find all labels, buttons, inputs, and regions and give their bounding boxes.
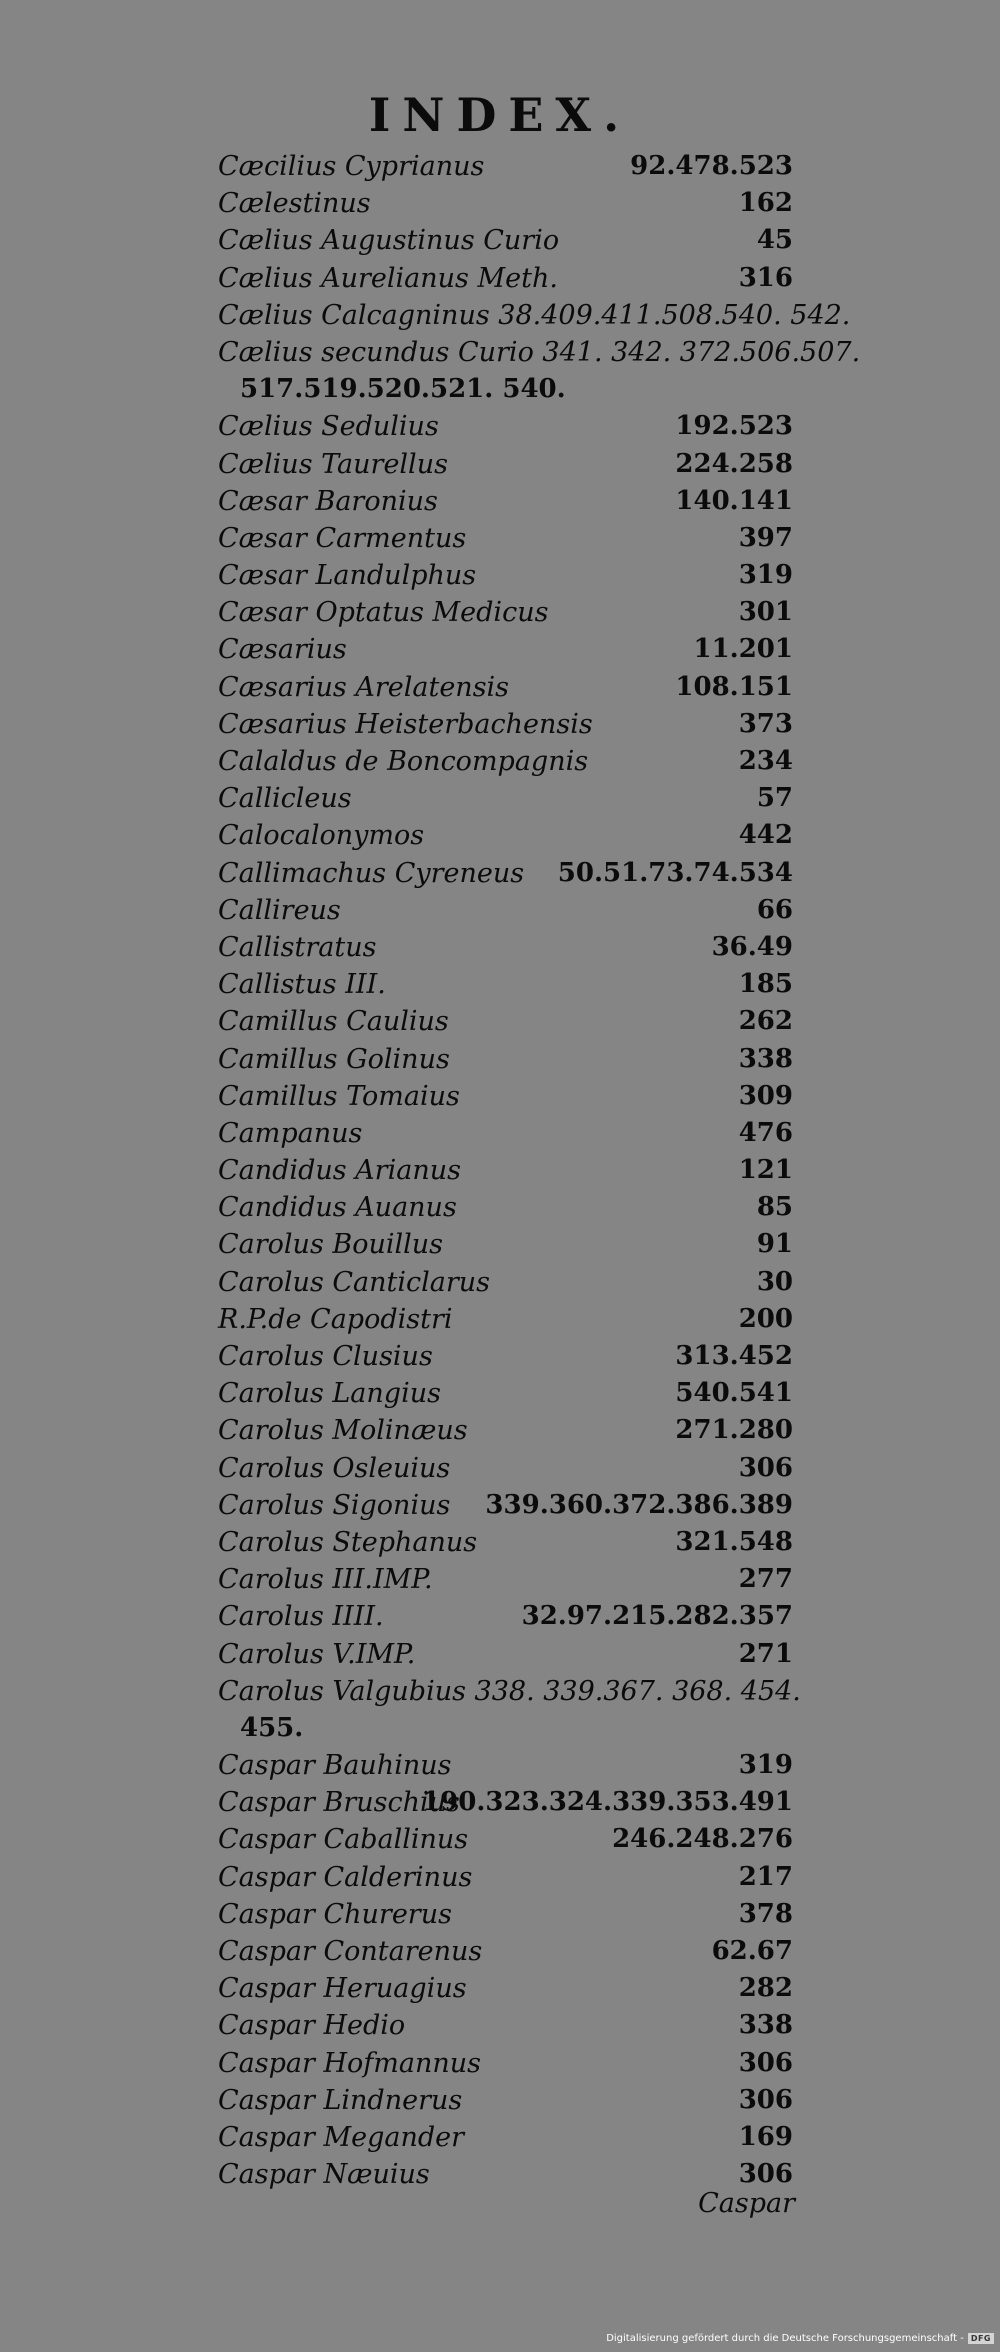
index-entry [218, 557, 793, 594]
entry-name: Carolus Osleuius [218, 1452, 451, 1484]
entry-name: Carolus III.IMP. [218, 1564, 433, 1596]
index-entry [218, 892, 793, 929]
index-entry [218, 520, 793, 557]
entry-name: Cæsarius Arelatensis [218, 671, 510, 703]
page-title: INDEX. [368, 88, 632, 142]
entry-name: Camillus Golinus [218, 1043, 450, 1075]
entry-pages: 373 [738, 708, 793, 739]
entry-name: Callistratus [218, 931, 377, 963]
entry-name: Caspar Heruagius [218, 1973, 467, 2005]
entry-name: Caspar Næuius [218, 2159, 430, 2191]
entry-pages: 190.323.324.339.353.491 [422, 1787, 793, 1818]
entry-pages: 313.452 [675, 1341, 793, 1371]
entry-pages: 217 [738, 1861, 793, 1892]
entry-pages: 108.151 [675, 671, 793, 702]
entry-name: Cælius Taurellus [218, 448, 448, 480]
index-entries [218, 148, 861, 2193]
entry-pages: 234 [738, 746, 793, 776]
entry-pages: 397 [738, 522, 793, 553]
entry-pages: 224.258 [675, 448, 793, 479]
entry-pages: 66 [756, 894, 793, 925]
entry-name: Cæsar Optatus Medicus [218, 597, 549, 629]
entry-pages: 246.248.276 [612, 1824, 793, 1855]
index-entry [218, 780, 793, 817]
index-entry [218, 334, 861, 371]
index-entry [218, 2007, 793, 2044]
entry-name: Cæsar Carmentus [218, 522, 467, 554]
entry-name: Callireus [218, 894, 341, 926]
entry-name: Caspar Churerus [218, 1898, 452, 1930]
entry-name: 517.519.520.521. 540. [240, 374, 566, 405]
entry-name: Callistus III. [218, 969, 386, 1001]
entry-pages: 319 [738, 1750, 793, 1781]
index-entry [218, 1487, 793, 1524]
entry-pages: 140.141 [675, 485, 793, 516]
index-entry [218, 1821, 793, 1858]
entry-name: Carolus Bouillus [218, 1229, 444, 1261]
entry-pages: 262 [738, 1006, 793, 1037]
entry-pages: 169 [738, 2121, 793, 2152]
index-entry [218, 1747, 793, 1784]
entry-name: Carolus Sigonius [218, 1489, 451, 1521]
entry-name: Calocalonymos [218, 820, 425, 852]
entry-name: Cæsarius [218, 634, 347, 666]
entry-pages: 192.523 [675, 411, 793, 442]
index-entry [218, 669, 793, 706]
entry-pages: 91 [756, 1229, 793, 1260]
index-entry [218, 1561, 793, 1598]
entry-name: Calaldus de Boncompagnis [218, 746, 589, 777]
index-entry [218, 1226, 793, 1263]
entry-name: Carolus V.IMP. [218, 1638, 416, 1670]
entry-name: Candidus Auanus [218, 1192, 457, 1224]
entry-name: Callimachus Cyreneus [218, 857, 525, 889]
entry-name: 455. [240, 1712, 304, 1743]
entry-pages: 282 [738, 1973, 793, 2004]
credit-text: Digitalisierung gefördert durch die Deutsche Forschungsgemeinschaft - [606, 2333, 964, 2344]
entry-pages: 339.360.372.386.389 [485, 1489, 793, 1520]
index-entry [218, 855, 793, 892]
entry-pages: 30 [756, 1266, 793, 1297]
index-entry [218, 408, 793, 445]
index-entry [218, 1524, 793, 1561]
index-entry [218, 594, 793, 631]
entry-pages: 50.51.73.74.534 [557, 857, 793, 888]
entry-name: Caspar Caballinus [218, 1824, 469, 1856]
entry-pages: 306 [738, 2047, 793, 2078]
index-entry [218, 1264, 793, 1301]
entry-name: R.P.de Capodistri [218, 1303, 453, 1335]
entry-pages: 442 [738, 820, 793, 851]
index-entry [218, 1041, 793, 1078]
index-entry [218, 706, 793, 743]
index-entry [218, 1189, 793, 1226]
entry-pages: 11.201 [693, 634, 793, 665]
entry-pages: 306 [738, 2159, 793, 2190]
entry-name: Cæsarius Heisterbachensis [218, 708, 593, 740]
entry-pages: 338 [738, 2010, 793, 2041]
entry-name: Carolus Stephanus [218, 1526, 478, 1558]
entry-pages: 85 [756, 1192, 793, 1223]
entry-pages: 185 [738, 969, 793, 1000]
entry-name: Caspar Hofmannus [218, 2047, 481, 2079]
entry-name: Carolus Clusius [218, 1341, 433, 1372]
index-entry [218, 817, 793, 854]
index-entry [218, 483, 793, 520]
entry-pages: 62.67 [711, 1936, 793, 1966]
entry-name: Cælius secundus Curio 341. 342. 372.506.507. [218, 336, 861, 368]
entry-pages: 121 [738, 1155, 793, 1186]
entry-name: Caspar Hedio [218, 2010, 406, 2042]
entry-pages: 57 [756, 783, 793, 814]
index-entry [218, 2119, 793, 2156]
entry-name: Cælestinus [218, 188, 371, 220]
index-entry [218, 1338, 793, 1375]
entry-name: Carolus IIII. [218, 1601, 384, 1633]
entry-name: Camillus Caulius [218, 1006, 449, 1038]
digitization-credit [606, 2333, 994, 2344]
index-entry [218, 148, 793, 185]
index-entry [218, 297, 851, 334]
entry-pages: 540.541 [675, 1378, 793, 1409]
index-entry [218, 1003, 793, 1040]
entry-pages: 476 [738, 1117, 793, 1148]
index-entry [218, 1933, 793, 1970]
index-entry [218, 1301, 793, 1338]
entry-name: Caspar Megander [218, 2121, 465, 2153]
index-entry [218, 1152, 793, 1189]
index-entry [218, 260, 793, 297]
entry-pages: 277 [738, 1564, 793, 1595]
index-entry [218, 371, 793, 408]
entry-name: Cælius Augustinus Curio [218, 225, 560, 257]
index-entry [218, 1412, 793, 1449]
entry-pages: 338 [738, 1043, 793, 1074]
index-entry [218, 1115, 793, 1152]
catchword: Caspar [698, 2188, 795, 2219]
index-entry [218, 1859, 793, 1896]
index-entry [218, 1896, 793, 1933]
index-entry [218, 1450, 793, 1487]
index-entry [218, 1970, 793, 2007]
entry-pages: 45 [756, 225, 793, 256]
entry-name: Carolus Valgubius 338. 339.367. 368. 454. [218, 1675, 801, 1707]
entry-name: Caspar Bruschius [218, 1787, 460, 1819]
entry-pages: 271 [738, 1638, 793, 1669]
entry-name: Campanus [218, 1117, 363, 1149]
entry-pages: 321.548 [675, 1526, 793, 1557]
entry-name: Carolus Langius [218, 1378, 441, 1410]
index-entry [218, 966, 793, 1003]
index-entry [218, 929, 793, 966]
index-entry [218, 1710, 793, 1747]
entry-name: Cæsar Baronius [218, 485, 438, 517]
entry-name: Camillus Tomaius [218, 1080, 460, 1112]
index-entry [218, 1673, 801, 1710]
index-entry [218, 446, 793, 483]
entry-name: Cælius Calcagninus 38.409.411.508.540. 542. [218, 299, 851, 331]
entry-name: Caspar Bauhinus [218, 1750, 452, 1782]
index-entry [218, 222, 793, 259]
index-entry [218, 743, 793, 780]
entry-pages: 32.97.215.282.357 [521, 1601, 793, 1632]
index-entry [218, 1375, 793, 1412]
entry-pages: 162 [738, 188, 793, 219]
entry-name: Cælius Aurelianus Meth. [218, 262, 558, 294]
index-entry [218, 185, 793, 222]
dfg-logo: DFG [968, 2333, 994, 2344]
entry-pages: 378 [738, 1898, 793, 1929]
entry-pages: 92.478.523 [630, 151, 793, 181]
entry-name: Carolus Canticlarus [218, 1266, 491, 1298]
index-entry [218, 2082, 793, 2119]
entry-pages: 306 [738, 1452, 793, 1483]
entry-name: Carolus Molinæus [218, 1415, 468, 1447]
entry-pages: 319 [738, 560, 793, 591]
index-entry [218, 1078, 793, 1115]
entry-name: Cæsar Landulphus [218, 560, 477, 592]
entry-name: Callicleus [218, 783, 352, 815]
index-entry [218, 1784, 793, 1821]
entry-name: Cæcilius Cyprianus [218, 151, 485, 182]
entry-pages: 316 [738, 262, 793, 293]
entry-name: Candidus Arianus [218, 1155, 461, 1187]
entry-pages: 306 [738, 2084, 793, 2115]
entry-name: Caspar Lindnerus [218, 2084, 463, 2116]
index-entry [218, 2045, 793, 2082]
entry-name: Caspar Contarenus [218, 1936, 483, 1967]
entry-name: Caspar Calderinus [218, 1861, 473, 1893]
entry-pages: 271.280 [675, 1415, 793, 1446]
index-entry [218, 1598, 793, 1635]
entry-pages: 36.49 [711, 931, 793, 962]
index-entry [218, 631, 793, 668]
entry-pages: 301 [738, 597, 793, 628]
entry-pages: 309 [738, 1080, 793, 1111]
entry-name: Cælius Sedulius [218, 411, 439, 443]
index-entry [218, 1636, 793, 1673]
entry-pages: 200 [738, 1303, 793, 1334]
